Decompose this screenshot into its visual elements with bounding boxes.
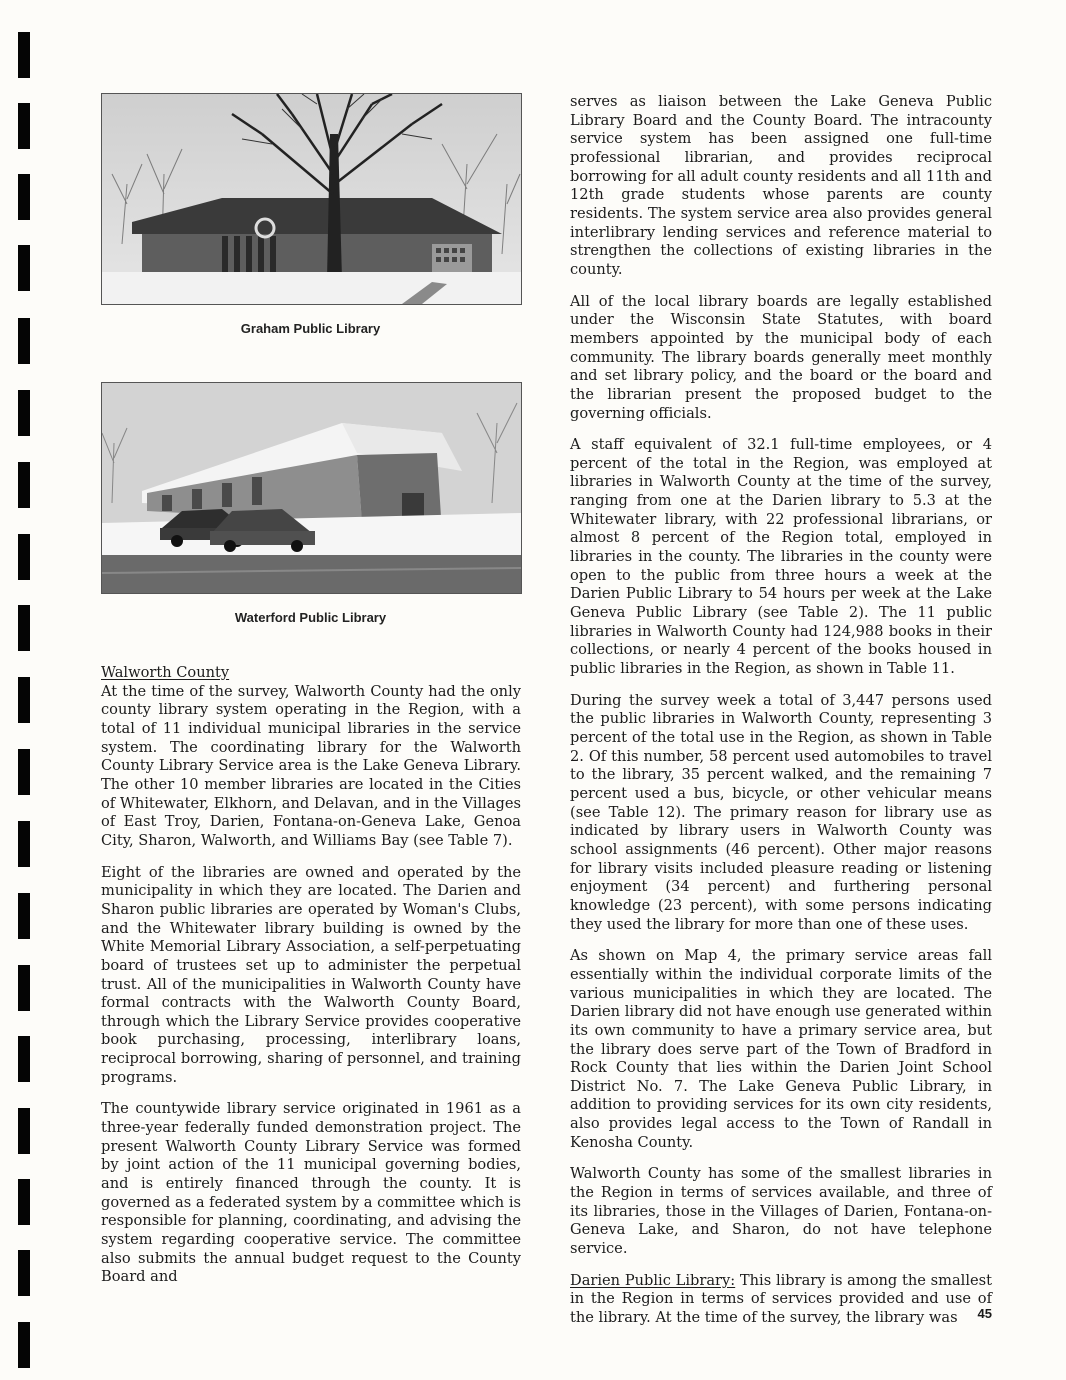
paragraph: All of the local library boards are legally established under the Wisconsin State Statutes, with board members appointed by the municipal body of each community. The library boards generally meet monthly and set library policy, and the board or the board and the librarian present the proposed budget to the governing officials.: [570, 292, 992, 422]
binding-mark: [18, 1250, 30, 1296]
waterford-library-illustration: [102, 383, 521, 593]
subsection-heading: Darien Public Library:: [570, 1271, 736, 1289]
binding-mark: [18, 749, 30, 795]
binding-mark: [18, 605, 30, 651]
right-column: [570, 93, 992, 1341]
paragraph-text: This library is among the smallest in the Region in terms of services provided and use of the library. At the time of the survey, the library was: [570, 1271, 992, 1327]
section-heading: Walworth County: [101, 664, 230, 681]
paragraph: As shown on Map 4, the primary service areas fall essentially within the individual corporate limits of the various municipalities in which they are located. The Darien library did not have enough use generated within its own community to have a primary service area, but the library does serve part of the Town of Bradford in Rock County that lies within the Darien Joint School District No. 7. The Lake Geneva Public Library, in addition to providing services for its own city residents, also provides legal access to the Town of Randall in Kenosha County.: [570, 947, 992, 1151]
paragraph: Walworth County has some of the smallest libraries in the Region in terms of services available, and three of its libraries, those in the Villages of Darien, Fontana-on-Geneva Lake, and Sharon, do not have telephone service.: [570, 1165, 992, 1258]
graham-library-photo: [101, 93, 522, 305]
binding-mark: [18, 534, 30, 580]
paragraph: serves as liaison between the Lake Geneva Public Library Board and the County Board. The intracounty service system has been assigned one full-time professional librarian, and provides reciprocal borrowing for all adult county residents and all 11th and 12th grade students whose parents are county residents. The system service area also provides general interlibrary lending services and reference material to strengthen the collections of existing libraries in the county.: [570, 93, 992, 278]
paragraph: A staff equivalent of 32.1 full-time employees, or 4 percent of the total in the Region, was employed at libraries in Walworth County at the time of the survey, ranging from one at the Darien library to 5.3 at the Whitewater library, with 22 professional librarians, or almost 8 percent of the Region total, employed in libraries in the county. The libraries in the county were open to the public from three hours a week at the Darien Public Library to 54 hours per week at the Lake Geneva Public Library (see Table 2). The 11 public libraries in Walworth County had 124,988 books in their collections, or nearly 4 percent of the books housed in public libraries in the Region, as shown in Table 11.: [570, 436, 992, 678]
binding-mark: [18, 893, 30, 939]
binding-mark: [18, 390, 30, 436]
paragraph: At the time of the survey, Walworth County had the only county library system operating in the Region, with a total of 11 individual municipal libraries in the service system. The coordinating library for the Walworth County Library Service area is the Lake Geneva Library. The other 10 member libraries are located in the Cities of Whitewater, Elkhorn, and Delavan, and in the Villages of East Troy, Darien, Fontana-on-Geneva Lake, Genoa City, Sharon, Walworth, and Williams Bay (see Table 7).: [101, 682, 521, 849]
paragraph: During the survey week a total of 3,447 persons used the public libraries in Walworth County, representing 3 percent of the total use in the Region, as shown in Table 2. Of this number, 58 percent used automobiles to travel to the library, 35 percent walked, and the remaining 7 percent used a bus, bicycle, or other vehicular means (see Table 12). The primary reason for library use as indicated by library users in Walworth County was school assignments (46 percent). Other major reasons for library visits included pleasure reading or listening enjoyment (34 percent) and furthering personal knowledge (23 percent), with some persons indicating they used the library for more than one of these uses.: [570, 691, 992, 933]
binding-mark: [18, 1108, 30, 1154]
graham-library-illustration: [102, 94, 521, 304]
binding-mark: [18, 821, 30, 867]
binding-mark: [18, 1179, 30, 1225]
binding-mark: [18, 174, 30, 220]
graham-library-caption: Graham Public Library: [240, 321, 381, 336]
binding-mark: [18, 1036, 30, 1082]
waterford-library-caption: Waterford Public Library: [234, 610, 387, 625]
paragraph: [570, 1272, 992, 1328]
binding-mark: [18, 1322, 30, 1368]
paragraph: The countywide library service originated in 1961 as a three-year federally funded demonstration project. The present Walworth County Library Service was formed by joint action of the 11 municipal governing bodies, and is entirely financed through the county. It is governed as a federated system by a committee which is responsible for planning, coordinating, and advising the system regarding cooperative service. The committee also submits the annual budget request to the County Board and: [101, 1100, 521, 1286]
paragraph: Eight of the libraries are owned and operated by the municipality in which they are located. The Darien and Sharon public libraries are operated by Woman's Clubs, and the Whitewater library building is owned by the White Memorial Library Association, a self-perpetuating board of trustees set up to administer the perpetual trust. All of the municipalities in Walworth County have formal contracts with the Walworth County Board, through which the Library Service provides cooperative book purchasing, processing, interlibrary loans, reciprocal borrowing, sharing of personnel, and training programs.: [101, 863, 521, 1086]
binding-mark: [18, 245, 30, 291]
binding-mark: [18, 677, 30, 723]
binding-mark: [18, 32, 30, 78]
binding-mark: [18, 318, 30, 364]
binding-mark: [18, 103, 30, 149]
binding-mark: [18, 462, 30, 508]
binding-mark: [18, 965, 30, 1011]
left-column: [101, 664, 521, 1300]
page-number: 45: [977, 1306, 992, 1321]
waterford-library-photo: [101, 382, 522, 594]
